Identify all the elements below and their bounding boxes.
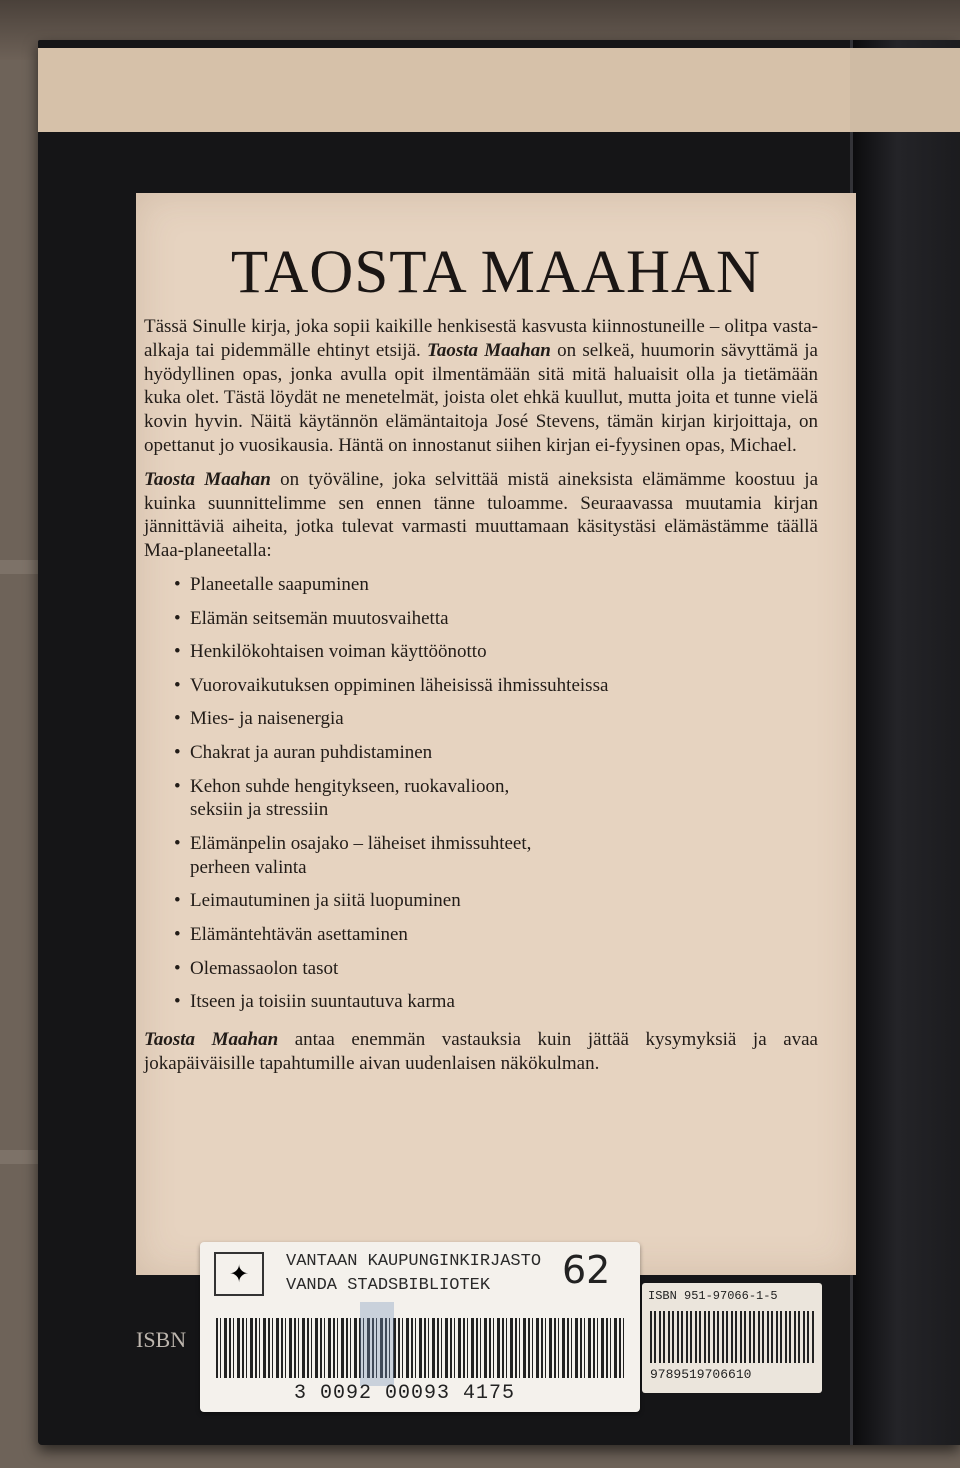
list-item: • Henkilökohtaisen voiman käyttöönotto <box>174 640 818 664</box>
library-shelf-number: 62 <box>562 1248 611 1292</box>
book-title: TAOSTA MAAHAN <box>230 239 762 306</box>
title-italic: Taosta Maahan <box>144 1028 279 1050</box>
blurb-paragraph-1: Tässä Sinulle kirja, joka sopii kaikille henkisestä kasvusta kiinnostuneille – olitpa vasta-alkaja tai pidemmälle ehtinyt etsijä. Taosta Maahan on selkeä, huumorin sävyttämä ja hyödyllinen opas, jonka avulla opit ilmentämään sitä mitä haluaisit olla ja tietämään kuka olet. Tästä löydät ne menetelmät, joista olet ehkä kuullut, mutta joita et tunne vielä kovin hyvin. Näitä käytännön elämäntaitoja José Stevens, tämän kirjan kirjoittaja, on opettanut jo vuosikausia. Häntä on innostanut siihen kirjan ei-fyysinen opas, Michael. <box>144 316 818 456</box>
spine-top-strip <box>850 48 960 132</box>
list-item: • Chakrat ja auran puhdistaminen <box>174 741 818 765</box>
blurb-text <box>144 315 818 1085</box>
list-item: • Elämäntehtävän asettaminen <box>174 923 818 947</box>
list-item: • Elämän seitsemän muutosvaihetta <box>174 607 818 631</box>
book-back-cover <box>38 40 960 1445</box>
isbn-label: ISBN <box>136 1327 187 1352</box>
library-name: VANTAAN KAUPUNGINKIRJASTO <box>286 1252 542 1271</box>
cover-top-strip <box>38 48 850 132</box>
back-cover-label <box>136 193 856 1275</box>
isbn-barcode-sticker <box>642 1283 822 1393</box>
library-logo-icon: ✦ <box>214 1252 264 1296</box>
ean-number: 9789519706610 <box>650 1367 752 1382</box>
library-sticker <box>200 1242 640 1412</box>
list-item: • Itseen ja toisiin suuntautuva karma <box>174 990 818 1014</box>
list-item: • Elämänpelin osajako – läheiset ihmissuhteet, perheen valinta <box>174 832 550 880</box>
list-item: • Kehon suhde hengitykseen, ruokavalioon, seksiin ja stressiin <box>174 775 520 823</box>
list-item: • Planeetalle saapuminen <box>174 573 818 597</box>
isbn-number: ISBN 951-97066-1-5 <box>648 1289 778 1303</box>
library-barcode <box>216 1318 624 1378</box>
list-item: • Leimautuminen ja siitä luopuminen <box>174 889 818 913</box>
book-spine <box>850 40 960 1445</box>
title-italic: Taosta Maahan <box>426 339 551 361</box>
isbn-barcode <box>650 1311 814 1363</box>
list-item: • Olemassaolon tasot <box>174 957 818 981</box>
list-item: • Vuorovaikutuksen oppiminen läheisissä ihmissuhteissa <box>174 674 818 698</box>
blurb-paragraph-2: Taosta Maahan on työväline, joka selvittää mistä aineksista elämämme koostuu ja kuinka suunnittelimme sen ennen tänne tuloamme. Seuraavassa muutamia kirjan jännittäviä aiheita, jotka tulevat varmasti muuttamaan käsitystäsi elämästämme täällä Maa-planeetalla: <box>144 468 818 562</box>
topic-list <box>174 573 818 1014</box>
blurb-paragraph-3: Taosta Maahan antaa enemmän vastauksia kuin jättää kysymyksiä ja avaa jokapäiväisille tapahtumille aivan uudenlaisen näkökulman. <box>144 1028 818 1074</box>
library-barcode-number: 3 0092 00093 4175 <box>294 1382 516 1405</box>
library-name-swedish: VANDA STADSBIBLIOTEK <box>286 1276 491 1295</box>
tape-strip <box>360 1302 394 1386</box>
list-item: • Mies- ja naisenergia <box>174 707 818 731</box>
title-italic: Taosta Maahan <box>144 468 271 490</box>
